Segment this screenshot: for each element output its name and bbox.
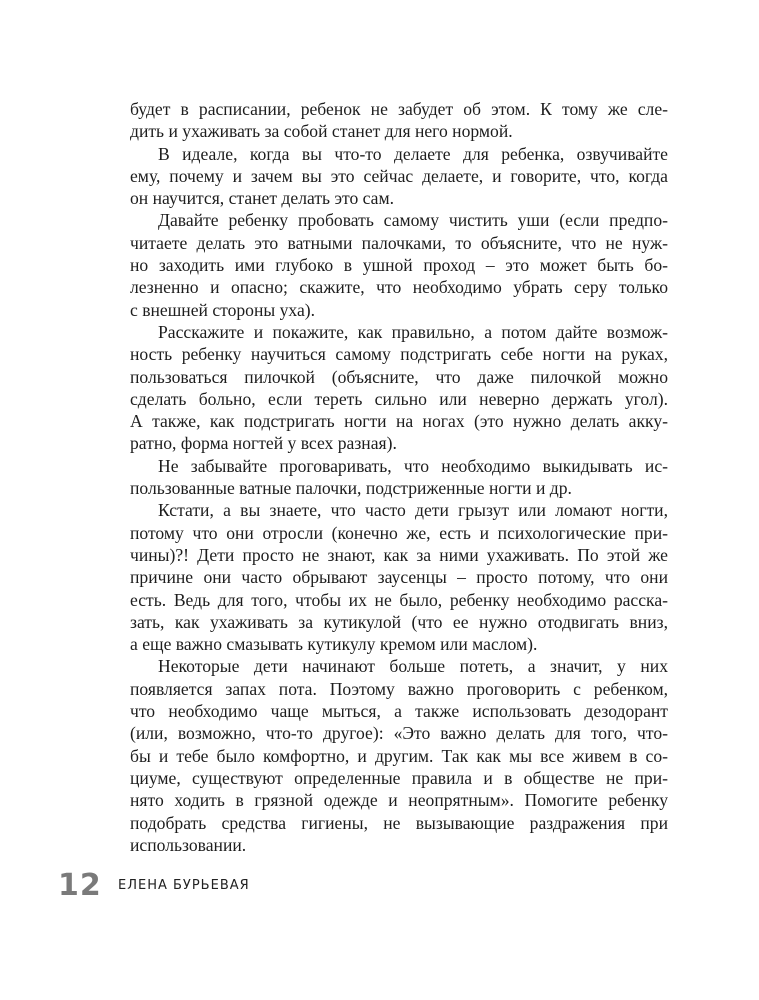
paragraph xyxy=(130,499,668,655)
paragraph xyxy=(130,321,668,455)
text-line: А также, как подстригать ногти на ногах (это нужно делать акку- xyxy=(130,411,668,432)
text-line: пользоваться пилочкой (объясните, что даже пилочкой можно xyxy=(130,366,668,387)
text-line: а еще важно смазывать кутикулу кремом или маслом). xyxy=(130,634,538,655)
text-line: Давайте ребенку пробовать самому чистить уши (если предпо- xyxy=(158,210,668,231)
text-line: подобрать средства гигиены, не вызывающие раздражения при xyxy=(130,812,668,833)
text-line: лезненно и опасно; скажите, что необходимо убрать серу только xyxy=(130,277,668,298)
text-line: использовании. xyxy=(130,834,247,855)
text-line: но заходить ими глубоко в ушной проход – это может быть бо- xyxy=(130,255,668,276)
text-line: сделать больно, если тереть сильно или неверно держать угол). xyxy=(130,388,668,409)
paragraph xyxy=(130,209,668,320)
text-line: (или, возможно, что-то другое): «Это важно делать для того, что- xyxy=(130,723,668,744)
paragraph xyxy=(130,455,668,500)
paragraph xyxy=(130,655,668,856)
text-line: появляется запах пота. Поэтому важно проговорить с ребенком, xyxy=(130,678,668,699)
text-line: что необходимо чаще мыться, а также использовать дезодорант xyxy=(130,701,668,722)
text-line: В идеале, когда вы что-то делаете для ребенка, озвучивайте xyxy=(158,143,668,164)
text-line: причине они часто обрывают заусенцы – просто потому, что они xyxy=(130,567,668,588)
text-line: ему, почему и зачем вы это сейчас делаете, и говорите, что, когда xyxy=(130,165,668,186)
text-line: ность ребенку научиться самому подстригать себе ногти на руках, xyxy=(130,344,668,365)
running-footer-author: ЕЛЕНА БУРЬЕВАЯ xyxy=(118,878,250,893)
text-line: ратно, форма ногтей у всех разная). xyxy=(130,433,397,454)
paragraph xyxy=(130,98,668,143)
text-line: есть. Ведь для того, чтобы их не было, ребенку необходимо расска- xyxy=(130,589,668,610)
text-line: циуме, существуют определенные правила и в обществе не при- xyxy=(130,767,668,788)
text-line: чины)?! Дети просто не знают, как за ними ухаживать. По этой же xyxy=(130,544,668,565)
text-line: будет в расписании, ребенок не забудет об этом. К тому же сле- xyxy=(130,99,668,119)
page-number: 12 xyxy=(58,868,102,903)
text-line: нято ходить в грязной одежде и неопрятным». Помогите ребенку xyxy=(130,790,668,811)
text-line: Кстати, а вы знаете, что часто дети грызут или ломают ногти, xyxy=(158,500,668,521)
body-text xyxy=(130,98,668,856)
text-line: бы и тебе было комфортно, и другим. Так как мы все живем в со- xyxy=(130,745,668,766)
text-line: он научится, станет делать это сам. xyxy=(130,188,395,209)
text-line: Расскажите и покажите, как правильно, а потом дайте возмож- xyxy=(158,321,668,342)
text-line: пользованные ватные палочки, подстриженные ногти и др. xyxy=(130,478,572,499)
text-line: Не забывайте проговаривать, что необходимо выкидывать ис- xyxy=(158,455,668,476)
text-line: Некоторые дети начинают больше потеть, а значит, у них xyxy=(158,656,668,677)
text-line: зать, как ухаживать за кутикулой (что ее нужно отодвигать вниз, xyxy=(130,611,668,632)
text-line: с внешней стороны уха). xyxy=(130,299,316,320)
text-line: дить и ухаживать за собой станет для него нормой. xyxy=(130,121,513,142)
text-line: потому что они отросли (конечно же, есть и психологические при- xyxy=(130,522,668,543)
text-line: читаете делать это ватными палочками, то объясните, что не нуж- xyxy=(130,232,668,253)
paragraph xyxy=(130,143,668,210)
